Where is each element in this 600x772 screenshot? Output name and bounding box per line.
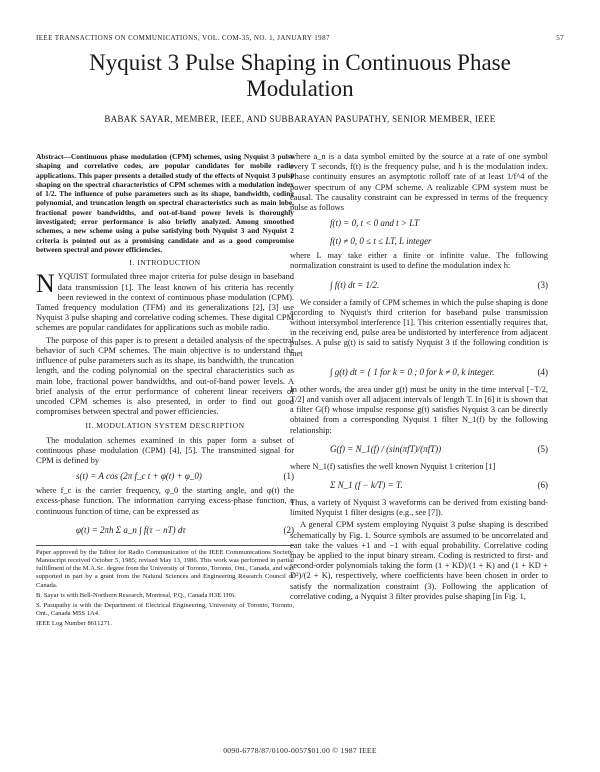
section-heading-introduction: I. INTRODUCTION bbox=[129, 258, 201, 268]
copyright-line: 0090-6778/87/0100-0057$01.00 © 1987 IEEE bbox=[223, 746, 377, 755]
right-paragraph-2: where L may take either a finite or infinite value. The following normalization constraint is used to define the modulation index h: bbox=[290, 251, 548, 271]
equation-3-number: (3) bbox=[537, 279, 548, 290]
right-paragraph-1: where a_n is a data symbol emitted by the source at a rate of one symbol every T seconds, f(t) is the frequency pulse, and h is the modulation index. Phase continuity ensures an asymptotic rolloff rate of at least 1/f^4 of the power spectrum of any CPM scheme. A realizable CPM system must be causal. The causality constraint can be expressed in terms of the frequency pulse as follows bbox=[290, 152, 548, 213]
footnote-paragraph-3: S. Pasupathy is with the Department of Electrical Engineering, University of Toronto, Toronto, Ont., Canada M5S 1A4. bbox=[36, 601, 294, 618]
equation-3-body: ∫ f(t) dt = 1/2. bbox=[330, 279, 380, 290]
right-paragraph-5: where N_1(f) satisfies the well known Nyquist 1 criterion [1] bbox=[290, 461, 496, 471]
equation-2 bbox=[36, 519, 294, 541]
equation-5 bbox=[290, 438, 548, 460]
equation-6-number: (6) bbox=[537, 480, 548, 491]
drop-cap: N bbox=[36, 269, 55, 299]
page-number: 57 bbox=[556, 34, 564, 42]
equation-causality-a bbox=[290, 215, 548, 231]
equation-2-body: φ(t) = 2πh Σ a_n ∫ f(τ − nT) dτ bbox=[76, 524, 186, 535]
equation-4-number: (4) bbox=[537, 366, 548, 377]
intro-paragraph-1-text: YQUIST formulated three major criteria for pulse design in baseband data transmission [1]. The least known of his criteria has recently been reviewed in the context of continuous phase modulation (CPM). Tamed frequency modulation (TFM) and its generalizations [2], [3] use Nyquist 3 pulse shaping and correlative coding schemes. These digital CPM schemes are popular candidates for applications such as mobile radio. bbox=[36, 272, 294, 333]
section-heading-modulation: II. MODULATION SYSTEM DESCRIPTION bbox=[85, 421, 245, 431]
right-paragraph-3: We consider a family of CPM schemes in which the pulse shaping is done according to Nyquist's third criterion for baseband pulse transmission without intersymbol interference [1]. This criterion essentially requires that, in the receiving end, pulse area be undistorted by interference from adjacent pulses. A pulse g(t) is said to satisfy Nyquist 3 if the following condition is met bbox=[290, 297, 548, 358]
equation-4 bbox=[290, 361, 548, 383]
right-paragraph-7: A general CPM system employing Nyquist 3 pulse shaping is described schematically by Fig. 1. Source symbols are assumed to be uncorrelated and can take the values +1 and −1 with equal probability. Correlative coding may be applied to the input binary stream. Coding is restricted to first- and second-order polynomials taking the form (1 + KD)/(1 + K) and (1 + KD + D²)/(2 + K), respectively, where coefficients have been chosen in order to satisfy the normalization constraint (3). Following the application of correlative coding, a Nyquist 3 filter provides pulse shaping [in Fig. 1, bbox=[290, 520, 548, 601]
footnote-paragraph-4: IEEE Log Number 8611271. bbox=[36, 620, 112, 628]
running-head bbox=[36, 34, 564, 46]
intro-paragraph-1 bbox=[36, 269, 294, 333]
equation-5-body: G(f) = N_1(f) / (sin(πfT)/(πfT)) bbox=[330, 443, 442, 454]
equation-4-body: ∫ g(t) dt = { 1 for k = 0 ; 0 for k ≠ 0, k integer. bbox=[330, 366, 495, 377]
equation-5-number: (5) bbox=[537, 443, 548, 454]
right-paragraph-4: In other words, the area under g(t) must be unity in the time interval [−T/2, T/2] and vanish over all adjacent intervals of length T. In [6] it is shown that a filter G(f) whose impulse response g(t) satisfies Nyquist 3 can be directly obtained from a corresponding Nyquist 1 filter N_1(f) by the following relationship: bbox=[290, 384, 548, 435]
journal-header: IEEE TRANSACTIONS ON COMMUNICATIONS, VOL. COM-35, NO. 1, JANUARY 1987 bbox=[36, 34, 330, 42]
footnote bbox=[36, 545, 294, 629]
modulation-paragraph-1: The modulation schemes examined in this paper form a subset of continuous phase modulation (CPM) [4], [5]. The transmitted signal for CPM is defined by bbox=[36, 435, 294, 465]
equation-causality-b bbox=[290, 233, 548, 249]
author-line: BABAK SAYAR, MEMBER, IEEE, AND SUBBARAYAN PASUPATHY, SENIOR MEMBER, IEEE bbox=[104, 114, 496, 124]
equation-causality-b-body: f(t) ≠ 0, 0 ≤ t ≤ LT, L integer bbox=[330, 236, 432, 247]
equation-1-body: s(t) = A cos (2π f_c t + φ(t) + φ_0) bbox=[76, 471, 202, 482]
equation-6 bbox=[290, 474, 548, 496]
equation-1-number: (1) bbox=[283, 471, 294, 482]
equation-1 bbox=[36, 468, 294, 484]
equation-3 bbox=[290, 274, 548, 296]
paper-title: Nyquist 3 Pulse Shaping in Continuous Phase Modulation bbox=[89, 50, 511, 101]
left-column bbox=[36, 152, 294, 631]
intro-paragraph-2: The purpose of this paper is to present a detailed analysis of the spectral behavior of such CPM schemes. The main objective is to understand the influence of pulse parameters such as its shape, its bandwidth, the truncation length, and the coding polynomial on the spectral characteristics such as main lobe, fractional power bandwidths, and out-of-band power levels. A brief analysis of the error performance of coherent linear receivers of uncoded CPM schemes is also presented, in order to find out good compromises between spectral and power efficiencies. bbox=[36, 335, 294, 417]
modulation-paragraph-2: where f_c is the carrier frequency, φ_0 the starting angle, and φ(t) the excess-phase function. The information carrying excess-phase function, a continuous function of time, can be expressed as bbox=[36, 486, 294, 516]
right-paragraph-6: Thus, a variety of Nyquist 3 waveforms can be derived from existing band-limited Nyquist 1 filter designs (e.g., see [7]). bbox=[290, 498, 548, 518]
equation-6-body: Σ N_1 (f − k/T) = T. bbox=[330, 480, 403, 491]
footnote-paragraph-1: Paper approved by the Editor for Radio Communication of the IEEE Communications Society. Manuscript received October 5, 1985; revised May 13, 1986. This work was performed in partial fulfillment of the M.A.Sc. degree from the University of Toronto, Toronto, Ont., Canada, and was supported in part by a grant from the Natural Sciences and Engineering Research Council of Canada. bbox=[36, 548, 294, 589]
equation-2-number: (2) bbox=[283, 524, 294, 535]
right-column bbox=[290, 152, 548, 604]
abstract: Abstract—Continuous phase modulation (CPM) schemes, using Nyquist 3 pulse shaping and correlative codes, are popular candidates for mobile radio applications. This paper presents a detailed study of the effects of Nyquist 3 pulse shaping on the spectral characteristics of CPM schemes with a modulation index of 1/2. The influence of pulse parameters such as its shape, bandwidth, coding polynomial, and truncation length on spectral characteristics such as main lobe, fractional power bandwidths, and out-of-band power levels is thoroughly investigated; error performance is also briefly analyzed. Among smoothed schemes, a new scheme using a pulse satisfying both Nyquist 3 and Nyquist 2 criteria is pointed out as a promising candidate and as a good compromise between spectral and power efficiencies. bbox=[36, 152, 294, 254]
equation-causality-a-body: f(t) = 0, t < 0 and t > LT bbox=[330, 218, 420, 229]
footnote-paragraph-2: B. Sayar is with Bell-Northern Research, Montreal, P.Q., Canada H3E 1H6. bbox=[36, 591, 236, 599]
